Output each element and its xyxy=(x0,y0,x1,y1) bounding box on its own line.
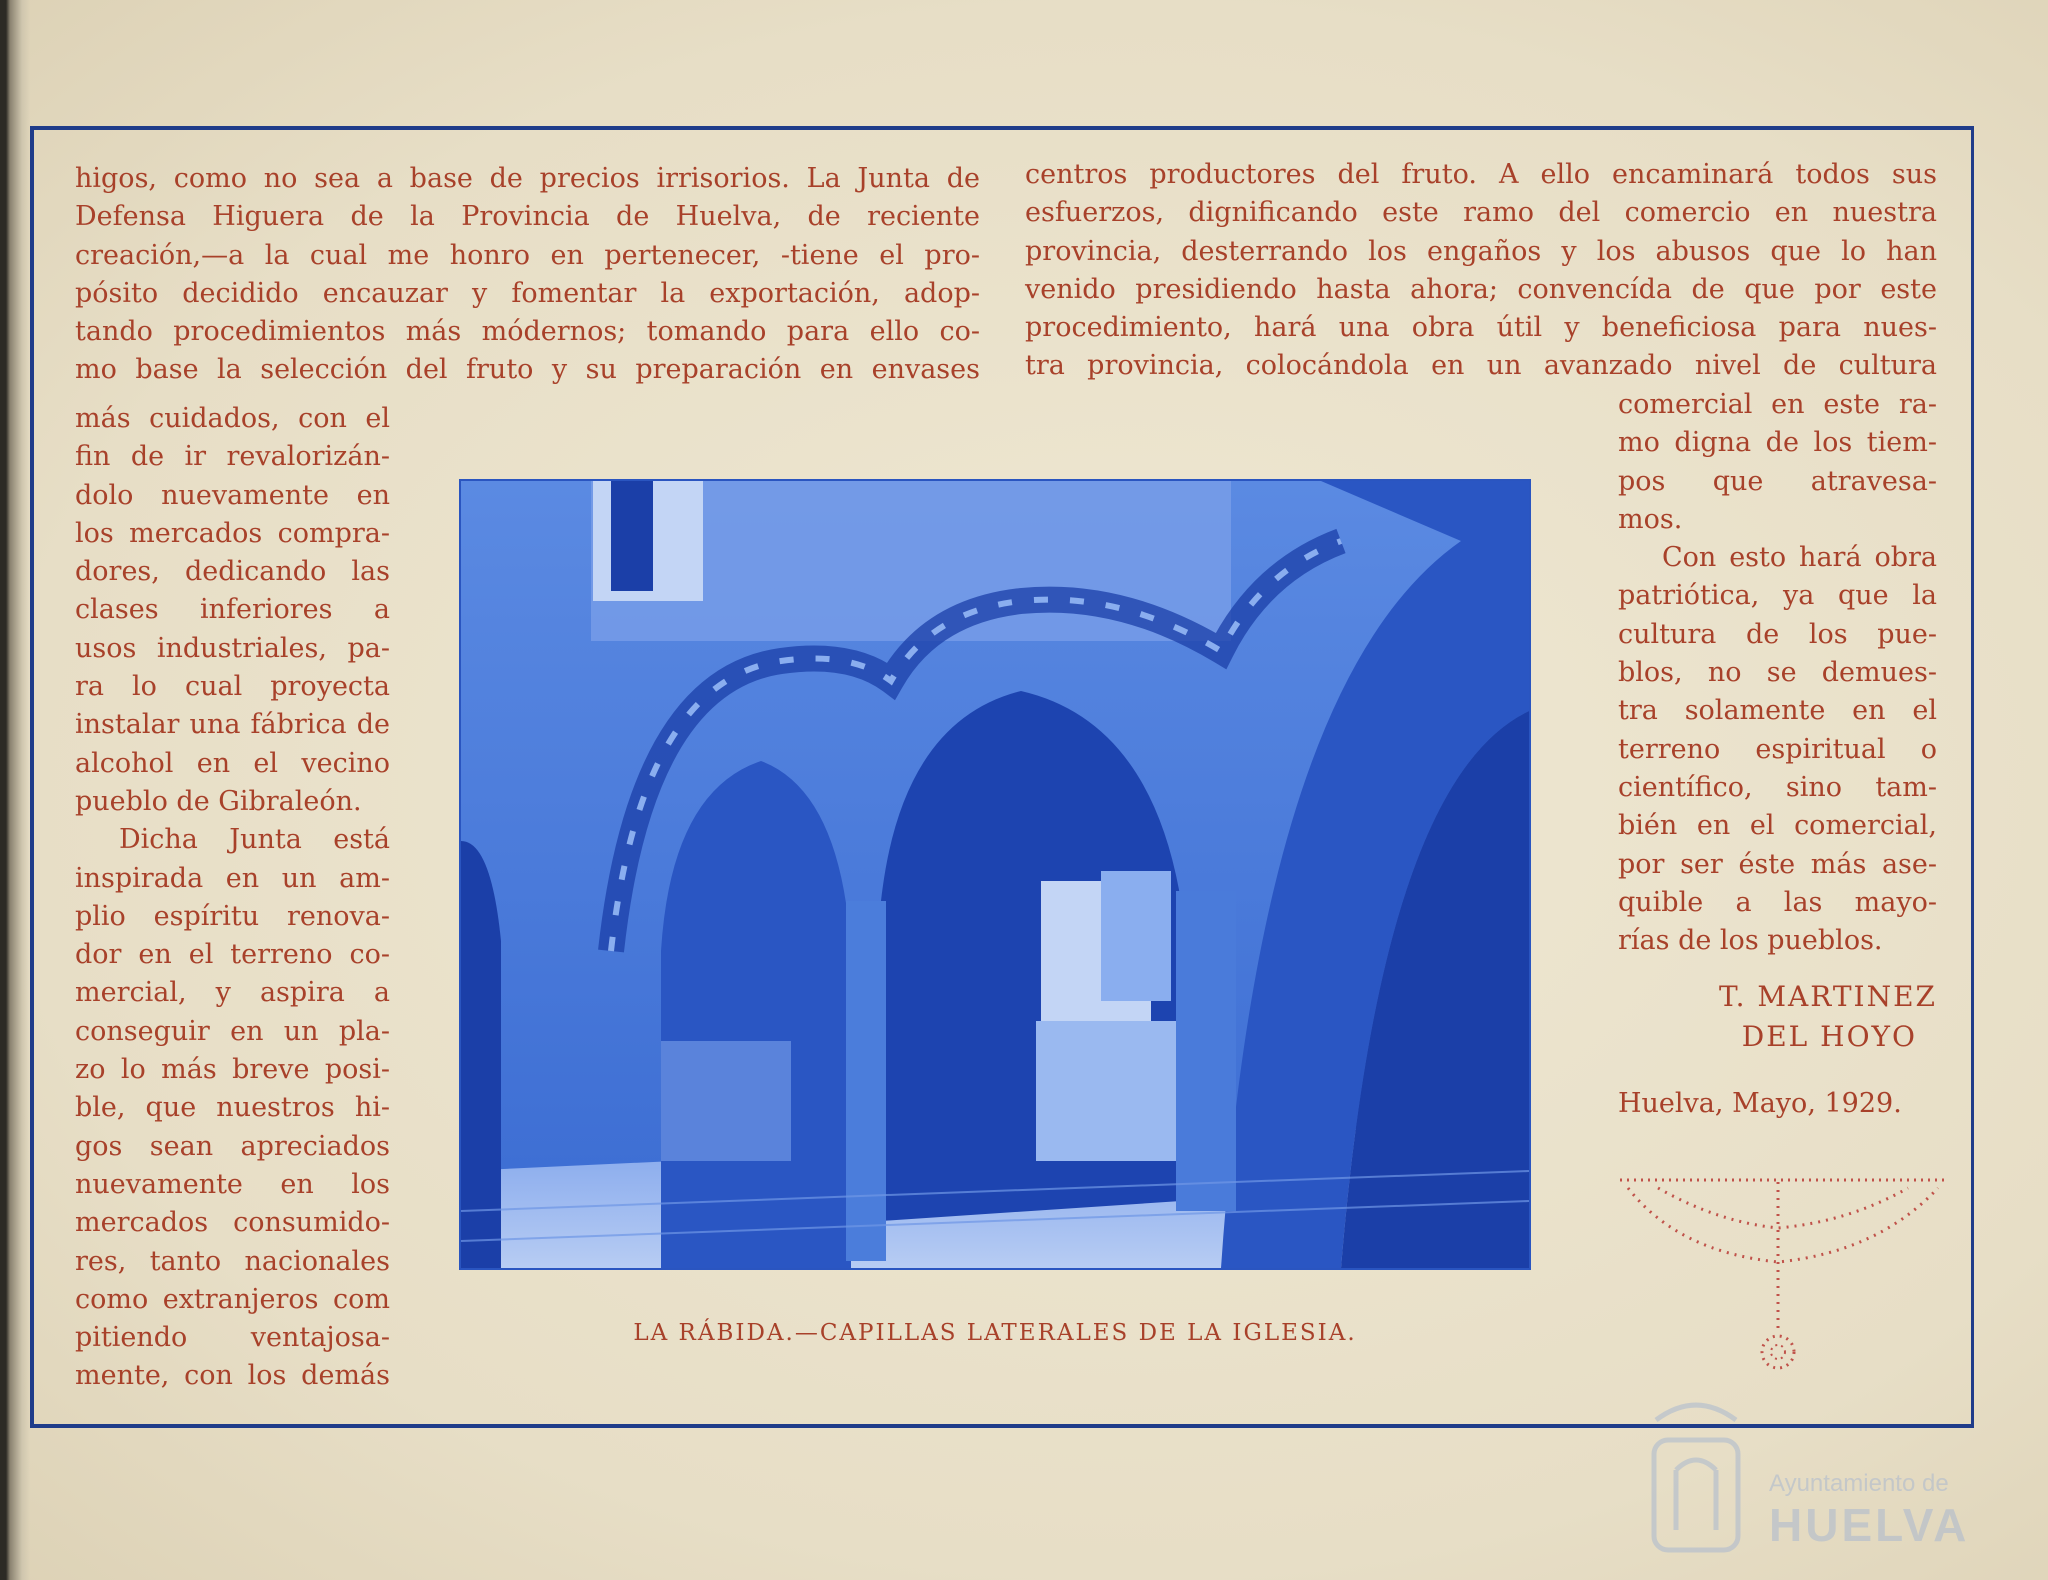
photo-la-rabida-chapels xyxy=(459,479,1531,1270)
text-line: pos que atravesa- xyxy=(1618,465,1937,497)
binding-edge xyxy=(0,0,30,1580)
text-line: dores, dedicando las xyxy=(75,556,390,588)
text-line: higos, como no sea a base de precios irrisorios. La Junta de xyxy=(75,163,980,194)
text-line: fin de ir revalorizán- xyxy=(75,441,390,473)
watermark-line-1: Ayuntamiento de xyxy=(1769,1470,1949,1497)
text-line: provincia, desterrando los engaños y los abusos que lo han xyxy=(1025,235,1937,267)
text-line: Defensa Higuera de la Provincia de Huelva, de reciente xyxy=(75,201,980,233)
coat-of-arms-icon xyxy=(1636,1380,1756,1570)
text-line: dolo nuevamente en xyxy=(75,479,390,511)
text-line: mos. xyxy=(1618,503,1683,535)
text-line: procedimiento, hará una obra útil y beneficiosa para nues- xyxy=(1025,312,1937,344)
text-line: inspirada en un am- xyxy=(75,862,390,894)
text-line: pueblo de Gibraleón. xyxy=(75,785,362,817)
text-line: esfuerzos, dignificando este ramo del comercio en nuestra xyxy=(1025,197,1937,229)
text-line: científico, sino tam- xyxy=(1618,771,1937,803)
text-line: pósito decidido encauzar y fomentar la exportación, adop- xyxy=(75,277,980,309)
text-line: res, tanto nacionales xyxy=(75,1245,390,1277)
text-line: blos, no se demues- xyxy=(1618,657,1937,689)
text-line: alcohol en el vecino xyxy=(75,747,390,779)
text-line: dor en el terreno co- xyxy=(75,939,390,971)
photo-caption: LA RÁBIDA.—CAPILLAS LATERALES DE LA IGLESIA. xyxy=(633,1320,1357,1346)
text-line: mercial, y aspira a xyxy=(75,977,390,1009)
text-line: venido presidiendo hasta ahora; convencída de que por este xyxy=(1025,273,1937,305)
text-line: los mercados compra- xyxy=(75,517,390,549)
text-line: tra provincia, colocándola en un avanzado nivel de cultura xyxy=(1025,350,1937,382)
watermark-ayuntamiento xyxy=(1636,1380,1976,1570)
text-line: terreno espiritual o xyxy=(1618,733,1937,765)
text-line: gos sean apreciados xyxy=(75,1130,390,1162)
text-line: ra lo cual proyecta xyxy=(75,671,390,703)
text-line: pitiendo ventajosa- xyxy=(75,1322,390,1354)
place-date: Huelva, Mayo, 1929. xyxy=(1618,1088,1902,1119)
text-line: rías de los pueblos. xyxy=(1618,925,1883,957)
text-line: instalar una fábrica de xyxy=(75,709,390,741)
text-line: tra solamente en el xyxy=(1618,695,1937,727)
watermark-line-2: HUELVA xyxy=(1769,1499,1970,1551)
text-line: quible a las mayo- xyxy=(1618,886,1937,918)
text-line: Con esto hará obra xyxy=(1662,542,1937,574)
signature-line-2: DEL HOYO xyxy=(1741,1020,1917,1053)
text-line: mente, con los demás xyxy=(75,1360,390,1392)
dotted-ornament-icon xyxy=(1618,1172,1948,1382)
text-line: patriótica, ya que la xyxy=(1618,580,1937,612)
text-line: Dicha Junta está xyxy=(119,824,390,856)
article-column-1-narrow xyxy=(75,400,390,1396)
article-column-2-top xyxy=(1025,156,1937,386)
text-line: creación,—a la cual me honro en pertenecer, -tiene el pro- xyxy=(75,239,980,271)
text-line: nuevamente en los xyxy=(75,1168,390,1200)
text-line: cultura de los pue- xyxy=(1618,618,1937,650)
text-line: mercados consumido- xyxy=(75,1207,390,1239)
text-line: usos industriales, pa- xyxy=(75,632,390,664)
photo-illustration xyxy=(461,481,1529,1268)
signature-line-1: T. MARTINEZ xyxy=(1719,980,1937,1013)
text-line: ble, que nuestros hi- xyxy=(75,1092,390,1124)
text-line: mo base la selección del fruto y su preparación en envases xyxy=(75,354,980,386)
text-line: mo digna de los tiem- xyxy=(1618,427,1937,459)
text-line: centros productores del fruto. A ello encaminará todos sus xyxy=(1025,159,1937,190)
text-line: tando procedimientos más módernos; tomando para ello co- xyxy=(75,316,980,348)
text-line: plio espíritu renova- xyxy=(75,900,390,932)
article-column-2-narrow xyxy=(1618,386,1937,960)
text-line: por ser éste más ase- xyxy=(1618,848,1937,880)
author-signature xyxy=(1618,977,1937,1057)
text-line: bién en el comercial, xyxy=(1618,810,1937,842)
text-line: conseguir en un pla- xyxy=(75,1015,390,1047)
text-line: más cuidados, con el xyxy=(75,403,390,434)
text-line: comercial en este ra- xyxy=(1618,389,1937,420)
text-line: como extranjeros com xyxy=(75,1283,390,1315)
text-line: zo lo más breve posi- xyxy=(75,1054,390,1086)
text-line: clases inferiores a xyxy=(75,594,390,626)
article-column-1-top xyxy=(75,160,980,390)
